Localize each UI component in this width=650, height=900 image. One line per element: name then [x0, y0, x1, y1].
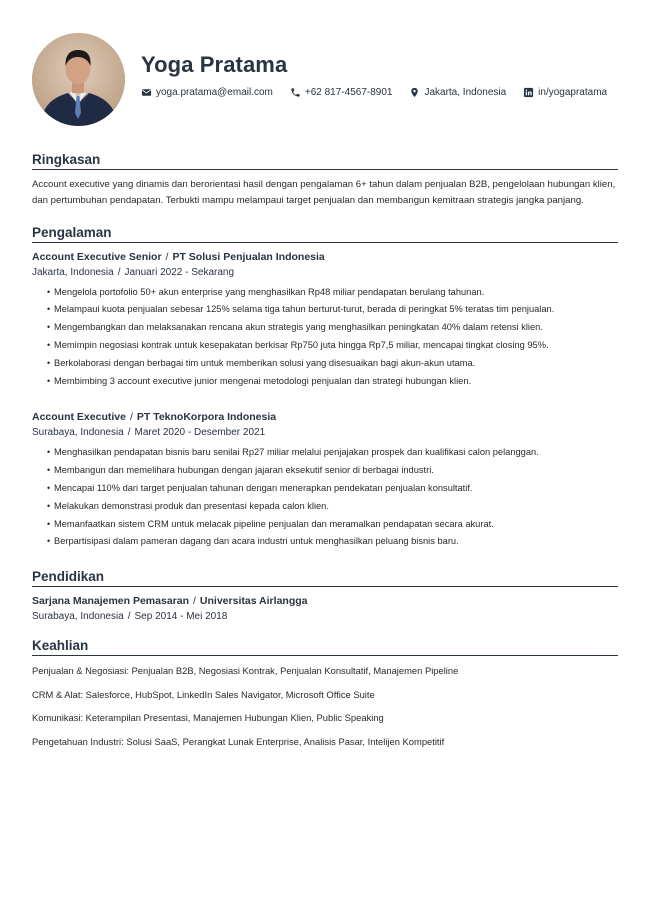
job-bullets	[32, 444, 618, 551]
phone-icon	[290, 87, 301, 98]
job-title: Account Executive	[32, 411, 126, 424]
separator: /	[127, 427, 131, 439]
section-title-summary: Ringkasan	[32, 152, 618, 170]
list-item: • Membangun dan memelihara hubungan dengan jajaran eksekutif senior di berbagai industri.	[47, 462, 618, 480]
resume-header	[32, 32, 618, 126]
separator: /	[117, 266, 121, 278]
job-location: Surabaya, Indonesia	[32, 427, 124, 439]
job-period: Maret 2020 - Desember 2021	[134, 427, 266, 439]
location-pin-icon	[409, 87, 420, 98]
section-title-skills: Keahlian	[32, 638, 618, 656]
list-item: • Mengelola portofolio 50+ akun enterprise yang menghasilkan Rp48 miliar pendapatan berulang tahunan.	[47, 284, 618, 302]
list-item: • Membimbing 3 account executive junior mengenai metodologi penjualan dan strategi hubungan klien.	[47, 373, 618, 391]
location-text: Jakarta, Indonesia	[424, 87, 507, 98]
job-meta	[32, 265, 618, 280]
experience-section	[32, 225, 618, 552]
education-heading	[32, 594, 618, 609]
email-icon	[141, 87, 152, 98]
header-info	[141, 52, 624, 98]
list-item: • Memanfaatkan sistem CRM untuk melacak pipeline penjualan dan meramalkan pendapatan secara akurat.	[47, 516, 618, 534]
list-item: • Berkolaborasi dengan berbagai tim untuk memberikan solusi yang disesuaikan bagi akun-akun utama.	[47, 355, 618, 373]
job-bullets	[32, 284, 618, 391]
separator: /	[127, 611, 131, 623]
section-title-experience: Pengalaman	[32, 225, 618, 243]
candidate-name: Yoga Pratama	[141, 52, 288, 77]
list-item: • Melakukan demonstrasi produk dan presentasi kepada calon klien.	[47, 498, 618, 516]
job-period: Januari 2022 - Sekarang	[124, 266, 235, 278]
education-degree: Sarjana Manajemen Pemasaran	[32, 595, 189, 608]
contact-email[interactable]	[141, 87, 273, 98]
separator: /	[165, 250, 169, 263]
job-company: PT Solusi Penjualan Indonesia	[172, 250, 325, 263]
education-section	[32, 569, 618, 624]
summary-section	[32, 152, 618, 209]
job-company: PT TeknoKorpora Indonesia	[136, 411, 277, 424]
education-period: Sep 2014 - Mei 2018	[134, 611, 228, 623]
skill-line: CRM & Alat: Salesforce, HubSpot, LinkedIn Sales Navigator, Microsoft Office Suite	[32, 688, 375, 700]
linkedin-text: in/yogapratama	[538, 87, 608, 98]
skills-section	[32, 638, 618, 749]
linkedin-icon	[523, 87, 534, 98]
email-text: yoga.pratama@email.com	[156, 87, 273, 98]
contact-linkedin[interactable]	[523, 87, 607, 98]
job-entry	[32, 410, 618, 551]
section-title-education: Pendidikan	[32, 569, 618, 587]
education-school: Universitas Airlangga	[199, 595, 308, 608]
list-item: • Mencapai 110% dari target penjualan tahunan dengan menerapkan pendekatan penjualan konsultatif.	[47, 480, 618, 498]
separator: /	[193, 595, 196, 608]
job-title: Account Executive Senior	[32, 250, 162, 263]
contact-list	[141, 87, 624, 98]
job-heading	[32, 250, 618, 265]
job-location: Jakarta, Indonesia	[32, 266, 114, 278]
skill-line: Pengetahuan Industri: Solusi SaaS, Perangkat Lunak Enterprise, Analisis Pasar, Intelijen Kompetitif	[32, 735, 445, 747]
job-heading	[32, 410, 618, 425]
list-item: • Berpartisipasi dalam pameran dagang dan acara industri untuk menghasilkan peluang bisnis baru.	[47, 533, 618, 551]
summary-text: Account executive yang dinamis dan berorientasi hasil dengan pengalaman 6+ tahun dalam penjualan B2B, pengelolaan hubungan klien, dan pertumbuhan pendapatan. Terbukti mampu melampaui target penjualan dan membangun kemitraan strategis jangka panjang.	[32, 179, 616, 206]
contact-location	[409, 87, 506, 98]
list-item: • Menghasilkan pendapatan bisnis baru senilai Rp27 miliar melalui penjajakan prospek dan kualifikasi calon pelanggan.	[47, 444, 618, 462]
list-item: • Melampaui kuota penjualan sebesar 125% selama tiga tahun berturut-turut, berada di peringkat 5% teratas tim penjualan.	[47, 301, 618, 319]
phone-text: +62 817-4567-8901	[304, 87, 393, 98]
contact-phone[interactable]	[290, 87, 393, 98]
job-meta	[32, 425, 618, 440]
list-item: • Mengembangkan dan melaksanakan rencana akun strategis yang menghasilkan peningkatan 40% dalam retensi klien.	[47, 319, 618, 337]
skill-line: Penjualan & Negosiasi: Penjualan B2B, Negosiasi Kontrak, Penjualan Konsultatif, Manajemen Pipeline	[32, 665, 459, 677]
education-location: Surabaya, Indonesia	[32, 611, 124, 623]
job-entry	[32, 250, 618, 391]
education-meta	[32, 609, 618, 624]
skill-line: Komunikasi: Keterampilan Presentasi, Manajemen Hubungan Klien, Public Speaking	[32, 712, 384, 724]
avatar	[32, 33, 125, 126]
list-item: • Memimpin negosiasi kontrak untuk kesepakatan berkisar Rp750 juta hingga Rp7,5 miliar, mencapai tingkat closing 95%.	[47, 337, 618, 355]
separator: /	[129, 411, 133, 424]
profile-photo	[32, 33, 125, 126]
